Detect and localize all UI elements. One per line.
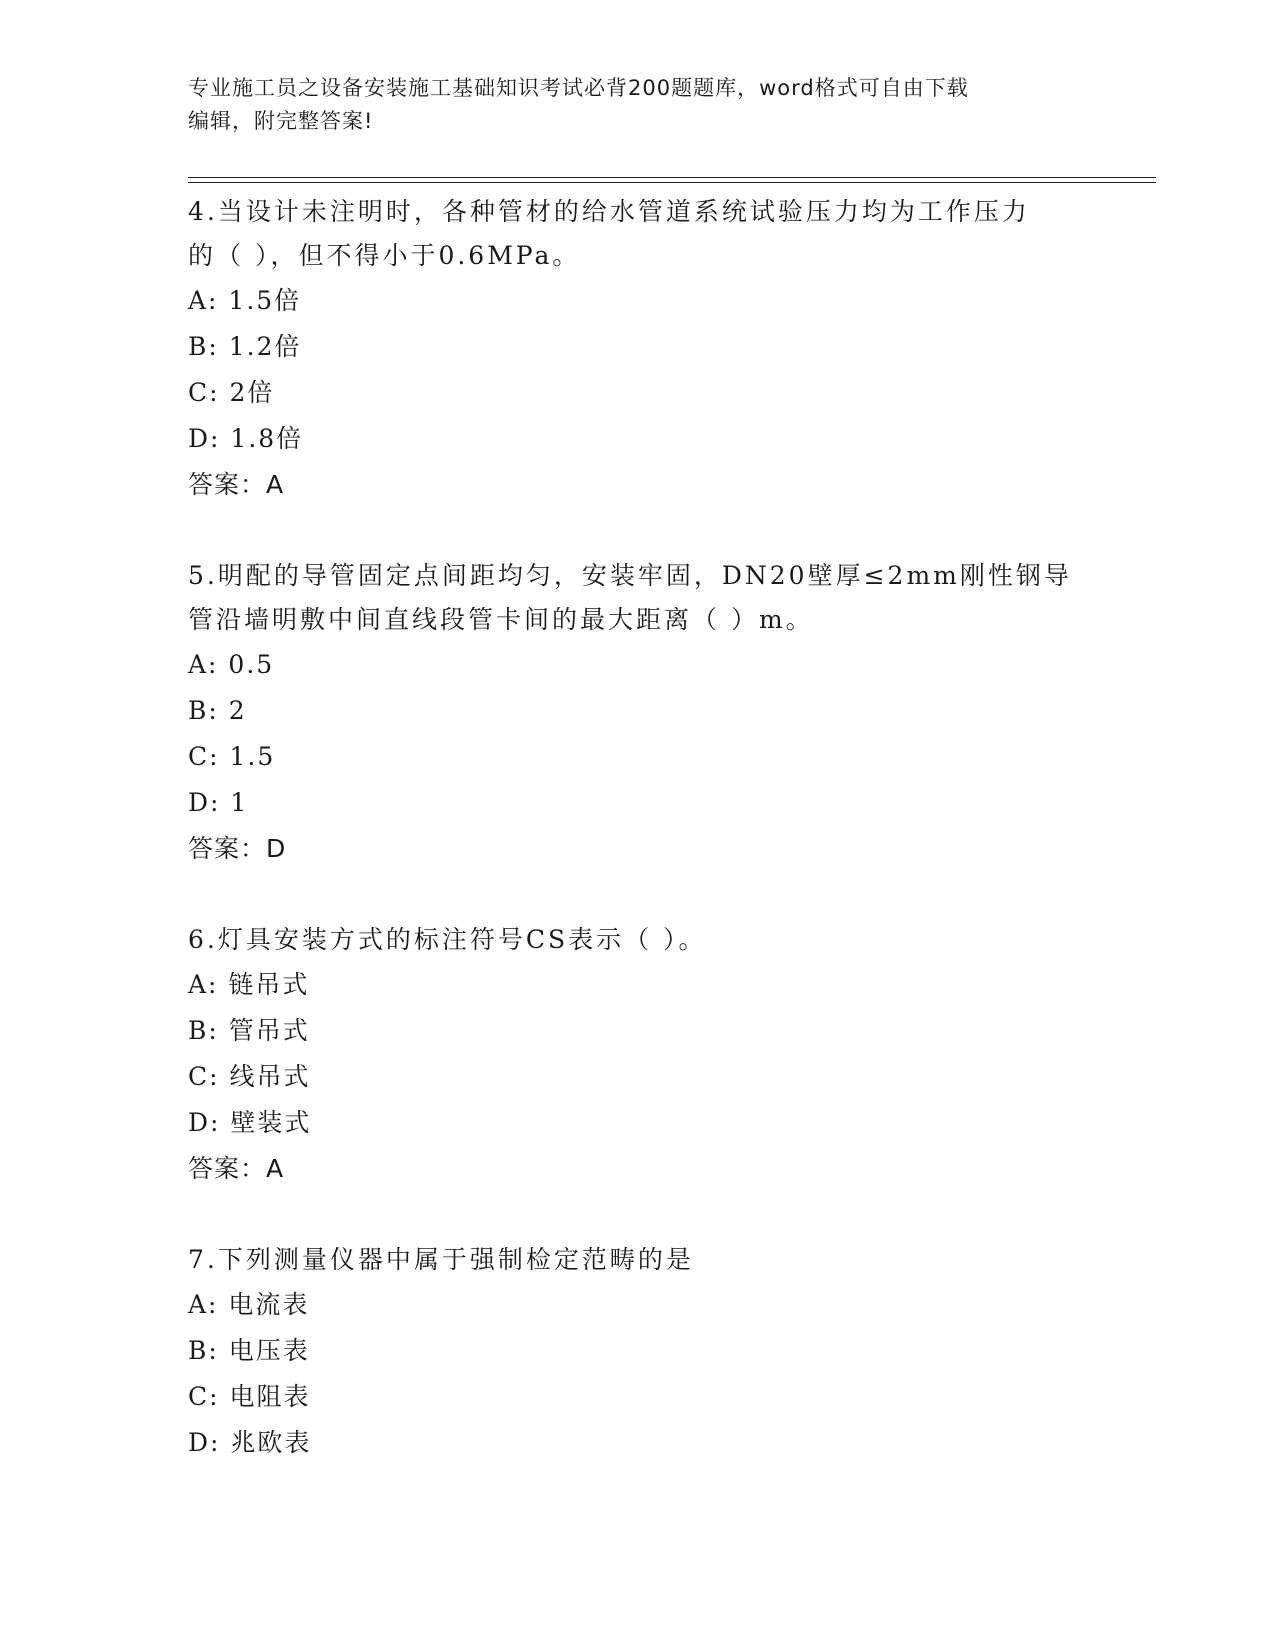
answer: 答案：A (188, 1154, 285, 1183)
question-text-line: 5.明配的导管固定点间距均匀，安装牢固，DN20壁厚≤2mm刚性钢导 (188, 561, 1072, 590)
option-d: D: 1.8倍 (188, 424, 304, 453)
question-text-line: 6.灯具安装方式的标注符号CS表示（ ）。 (188, 925, 707, 954)
question-text-line: 4.当设计未注明时，各种管材的给水管道系统试验压力均为工作压力 (188, 197, 1030, 226)
option-d: D: 兆欧表 (188, 1428, 312, 1457)
option-a: A: 链吊式 (188, 970, 310, 999)
option-c: C: 线吊式 (188, 1062, 311, 1091)
header-divider-top (188, 177, 1156, 178)
option-a: A: 电流表 (188, 1290, 310, 1319)
spacer (188, 508, 1088, 554)
document-header (188, 72, 1068, 138)
spacer (188, 1192, 1088, 1238)
question-text-line: 7.下列测量仪器中属于强制检定范畴的是 (188, 1245, 694, 1274)
answer: 答案：A (188, 470, 285, 499)
header-line-2: 编辑，附完整答案! (188, 109, 374, 133)
question-6 (188, 918, 1088, 1192)
option-b: B: 电压表 (188, 1336, 310, 1365)
option-d: D: 壁装式 (188, 1108, 312, 1137)
option-a: A: 0.5 (188, 650, 275, 679)
header-line-1: 专业施工员之设备安装施工基础知识考试必背200题题库，word格式可自由下载 (188, 76, 969, 100)
question-5 (188, 554, 1088, 872)
option-b: B: 1.2倍 (188, 332, 302, 361)
option-c: C: 1.5 (188, 742, 276, 771)
option-b: B: 管吊式 (188, 1016, 310, 1045)
option-c: C: 电阻表 (188, 1382, 311, 1411)
question-text-line: 管沿墙明敷中间直线段管卡间的最大距离（ ）m。 (188, 605, 814, 634)
spacer (188, 872, 1088, 918)
question-4 (188, 190, 1088, 508)
question-7 (188, 1238, 1088, 1466)
option-d: D: 1 (188, 788, 249, 817)
option-b: B: 2 (188, 696, 247, 725)
question-text-line: 的（ ），但不得小于0.6MPa。 (188, 241, 581, 270)
answer: 答案：D (188, 834, 287, 863)
header-divider-bottom (188, 182, 1156, 183)
option-c: C: 2倍 (188, 378, 275, 407)
option-a: A: 1.5倍 (188, 286, 302, 315)
question-list (188, 190, 1088, 1466)
